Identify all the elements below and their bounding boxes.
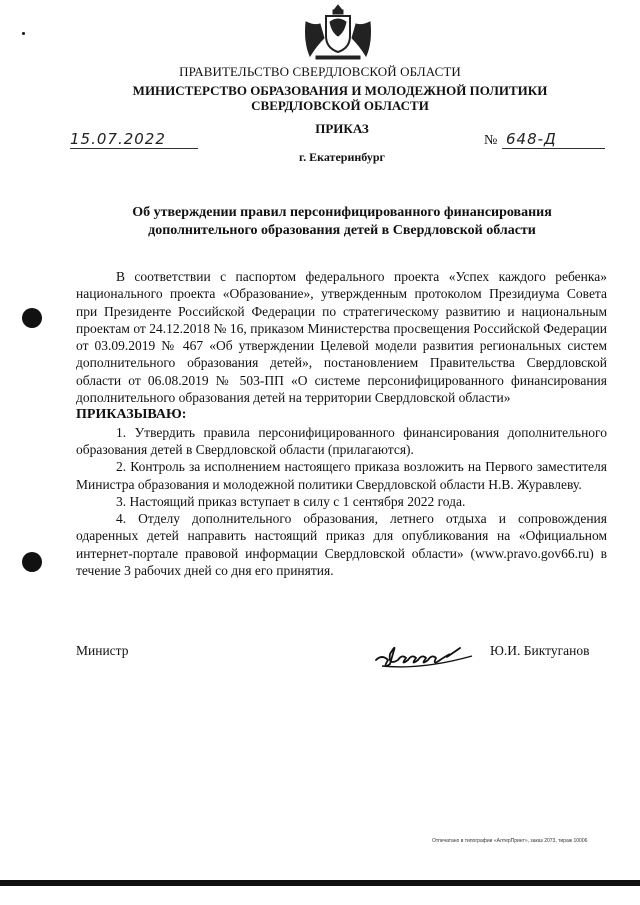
- number-label: №: [484, 133, 498, 148]
- signatory-name: Ю.И. Биктуганов: [490, 643, 590, 658]
- scan-speck: [22, 32, 25, 35]
- date-field: [70, 130, 198, 149]
- preamble-paragraph: В соответствии с паспортом федерального проекта «Успех каждого ребенка» национального проекта «Образование», утвержденным протоколом Президиума Совета при Президенте Российской Федерации по стратегическому развитию и национальным проектам от 24.12.2018 № 16, приказом Министерства просвещения Российской Федерации от 03.09.2019 № 467 «Об утверждении Целевой модели развития региональных систем дополнительного образования детей», постановлением Правительства Свердловской области от 06.08.2019 № 503-ПП «О системе персонифицированного финансирования дополнительного образования детей на территории Свердловской области»: [76, 269, 607, 406]
- order-item: 2. Контроль за исполнением настоящего приказа возложить на Первого заместителя Министра образования и молодежной политики Свердловской области Н.В. Журавлеву.: [76, 459, 607, 492]
- city: г. Екатеринбург: [299, 150, 385, 164]
- print-note: Отпечатано в типографии «АлтерПринт», заказ 2073, тираж 10006: [432, 838, 588, 844]
- handwritten-date: 15.07.2022: [70, 130, 166, 148]
- ministry-name-line2: СВЕРДЛОВСКОЙ ОБЛАСТИ: [251, 98, 429, 113]
- document-body: [76, 268, 607, 579]
- hole-punch-mark: [22, 308, 42, 328]
- handwritten-number: 648-Д: [506, 130, 557, 148]
- document-type: ПРИКАЗ: [315, 121, 369, 136]
- signatory-position: Министр: [76, 643, 129, 658]
- order-word: ПРИКАЗЫВАЮ:: [76, 407, 187, 423]
- order-item: 3. Настоящий приказ вступает в силу с 1 сентября 2022 года.: [116, 493, 466, 509]
- ministry-name-line1: МИНИСТЕРСТВО ОБРАЗОВАНИЯ И МОЛОДЕЖНОЙ ПОЛИТИКИ: [132, 83, 548, 98]
- hole-punch-mark: [22, 552, 42, 572]
- scan-edge-bar: [0, 880, 640, 886]
- number-field: [502, 130, 605, 149]
- order-item: 1. Утвердить правила персонифицированного финансирования дополнительного образования детей в Свердловской области (прилагаются).: [76, 424, 607, 457]
- coat-of-arms-emblem: [302, 2, 374, 62]
- document-title: Об утверждении правил персонифицированного финансирования дополнительного образования детей в Свердловской области: [132, 205, 552, 238]
- order-item: 4. Отделу дополнительного образования, летнего отдыха и сопровождения одаренных детей направить настоящий приказ для опубликования на «Официальном интернет-портале правовой информации Свердловской области» (www.pravo.gov66.ru) в течение 3 рабочих дней со дня его принятия.: [76, 511, 607, 579]
- government-name: ПРАВИТЕЛЬСТВО СВЕРДЛОВСКОЙ ОБЛАСТИ: [179, 64, 461, 79]
- handwritten-signature: [372, 634, 482, 674]
